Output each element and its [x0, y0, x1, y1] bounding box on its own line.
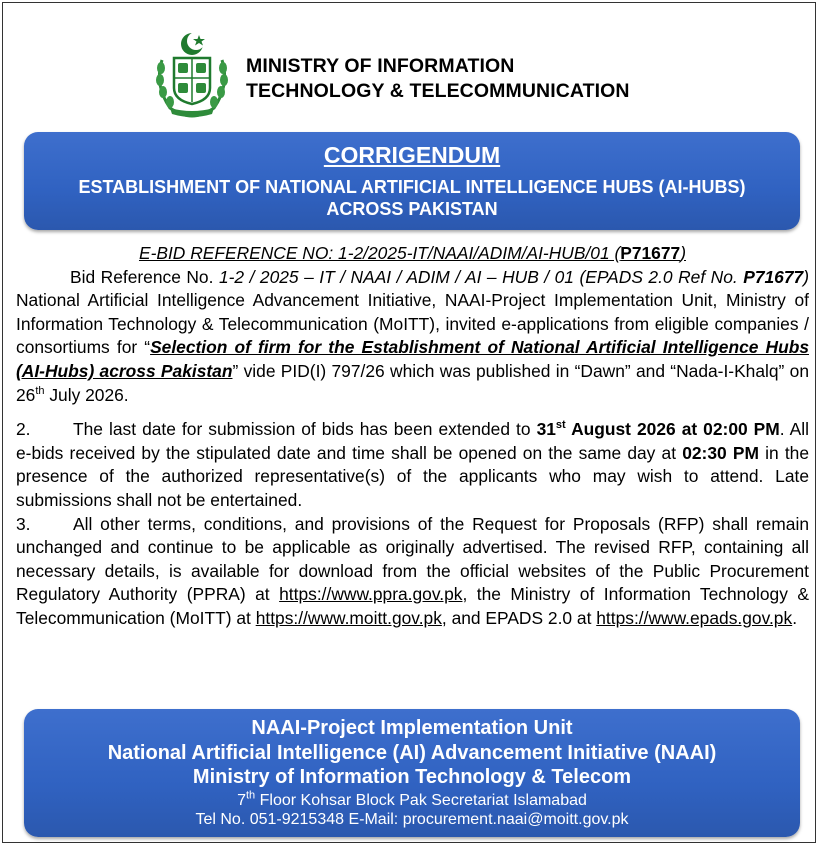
- para1-reference-code: P71677: [743, 266, 804, 287]
- header: [150, 30, 710, 120]
- ministry-name: [246, 54, 630, 104]
- ministry-line-1: MINISTRY OF INFORMATION: [246, 55, 515, 77]
- corrigendum-title: CORRIGENDUM: [323, 142, 501, 168]
- para1-text-1: Bid Reference No.: [70, 266, 219, 287]
- paragraph-3: [16, 513, 809, 631]
- footer-address-text: Floor Kohsar Block Pak Secretariat Islamabad: [255, 791, 587, 809]
- para2-day-suffix: st: [555, 419, 566, 432]
- bid-reference-close: ): [680, 243, 686, 263]
- para1-text-3: ” vide PID(I) 797/26 which was published in “Dawn” and “Nada-I-Khalq” on 26: [16, 360, 810, 405]
- ministry-line-2: TECHNOLOGY & TELECOMMUNICATION: [246, 80, 630, 102]
- para1-reference: 1-2 / 2025 – IT / NAAI / ADIM / AI – HUB / 01 (EPADS 2.0 Ref No.: [218, 266, 744, 287]
- para3-number: 3.: [16, 513, 31, 534]
- para2-text-3: in the presence of the authorized representative(s) of the applicants who may wish to attend. Late submissions shall not be entertained.: [16, 442, 809, 510]
- bid-reference-code: P71677: [620, 243, 681, 263]
- para2-deadline-day: 31: [536, 419, 556, 440]
- para2-deadline: August 2026 at 02:00 PM: [565, 419, 780, 440]
- para1-text-2: National Artificial Intelligence Advancement Initiative, NAAI-Project Implementation Unit, Ministry of Information Technology & Telecommunication (MoITT), invited e-applications from eligible companies / consortiums for “: [16, 290, 809, 358]
- moitt-link[interactable]: https://www.moitt.gov.pk: [255, 607, 442, 628]
- para1-text-4: July 2026.: [44, 384, 129, 405]
- paragraph-1: [16, 266, 809, 408]
- para2-number: 2.: [16, 419, 31, 440]
- paragraph-2: [16, 418, 809, 512]
- pakistan-state-emblem-icon: [152, 30, 232, 118]
- para1-date-suffix: th: [35, 384, 45, 397]
- notice-body: [16, 242, 809, 631]
- footer-address-floor: 7: [237, 791, 246, 809]
- para3-text-3: , and EPADS 2.0 at: [441, 607, 597, 628]
- para2-text-2: . All e-bids received by the stipulated date and time shall be opened on the same day at: [16, 419, 809, 463]
- para3-text-2: , the Ministry of Information Technology & Telecommunication (MoITT) at: [16, 584, 809, 628]
- para3-text-4: .: [792, 607, 798, 628]
- bid-reference-label: E-BID REFERENCE NO: 1-2/2025-IT/NAAI/ADIM/AI-HUB/01 (: [138, 243, 621, 263]
- footer-line-3: Ministry of Information Technology & Telecom: [192, 766, 632, 788]
- epads-link[interactable]: https://www.epads.gov.pk: [596, 607, 793, 628]
- bid-reference-line: [16, 242, 809, 266]
- footer-address: [24, 791, 800, 810]
- corrigendum-banner: [24, 132, 800, 230]
- footer-line-2: National Artificial Intelligence (AI) Advancement Initiative (NAAI): [107, 741, 717, 764]
- footer-line-1: NAAI-Project Implementation Unit: [251, 717, 573, 739]
- para1-reference-close: ): [803, 266, 809, 287]
- footer-banner: [24, 709, 800, 837]
- corrigendum-subtitle: ESTABLISHMENT OF NATIONAL ARTIFICIAL INTELLIGENCE HUBS (AI-HUBS) ACROSS PAKISTAN: [78, 177, 746, 219]
- para3-text-1: All other terms, conditions, and provisions of the Request for Proposals (RFP) shall remain unchanged and continue to be applicable as originally advertised. The revised RFP, containing all necessary details, is available for download from the official websites of the Public Procurement Regulatory Authority (PPRA) at: [16, 513, 809, 605]
- footer-contact: Tel No. 051-9215348 E-Mail: procurement.naai@moitt.gov.pk: [195, 810, 629, 828]
- para1-assignment-title: Selection of firm for the Establishment of National Artificial Intelligence Hubs (AI-Hubs) across Pakistan: [16, 337, 809, 381]
- ppra-link[interactable]: https://www.ppra.gov.pk: [279, 584, 463, 605]
- para2-opening-time: 02:30 PM: [682, 442, 759, 463]
- footer-address-suffix: th: [246, 789, 256, 802]
- para2-text-1: The last date for submission of bids has been extended to: [73, 419, 537, 440]
